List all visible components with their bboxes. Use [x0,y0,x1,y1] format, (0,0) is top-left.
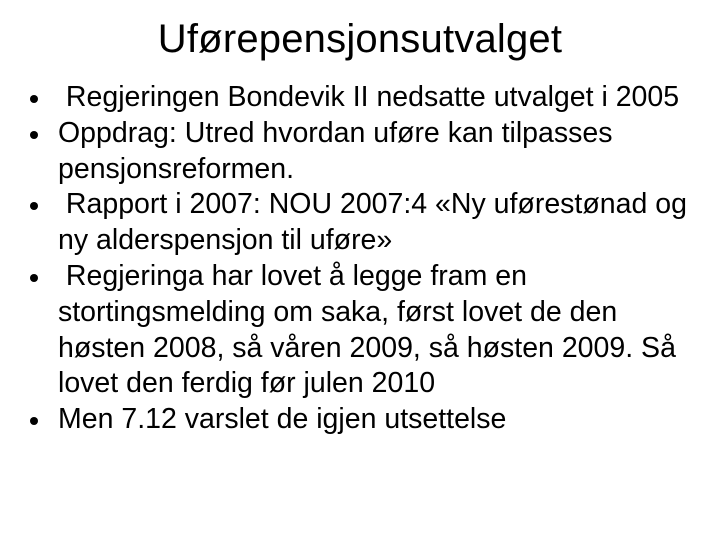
bullet-dot-icon [30,131,38,139]
bullet-text: Oppdrag: Utred hvordan uføre kan tilpasses pensjonsreformen. [58,116,621,185]
bullet-item [30,187,695,259]
bullet-text: Regjeringen Bondevik II nedsatte utvalget i 2005 [58,81,680,113]
bullet-dot-icon [30,202,38,210]
bullet-item [30,402,690,438]
bullet-item [30,259,690,402]
bullet-text: Men 7.12 varslet de igjen utsettelse [58,403,507,436]
bullet-dot-icon [30,95,38,103]
slide-title: Uførepensjonsutvalget [157,17,563,61]
bullet-dot-icon [30,417,38,425]
bullet-item [30,116,690,188]
bullet-list [30,80,695,438]
bullet-text: Rapport i 2007: NOU 2007:4 «Ny uførestønad og ny alderspensjon til uføre» [58,188,695,257]
bullet-dot-icon [30,274,38,282]
bullet-text: Regjeringa har lovet å legge fram en stortingsmelding om saka, først lovet de den høsten 2008, så våren 2009, så høsten 2009. Så lovet den ferdig før julen 2010 [58,259,684,400]
bullet-item [30,80,690,116]
